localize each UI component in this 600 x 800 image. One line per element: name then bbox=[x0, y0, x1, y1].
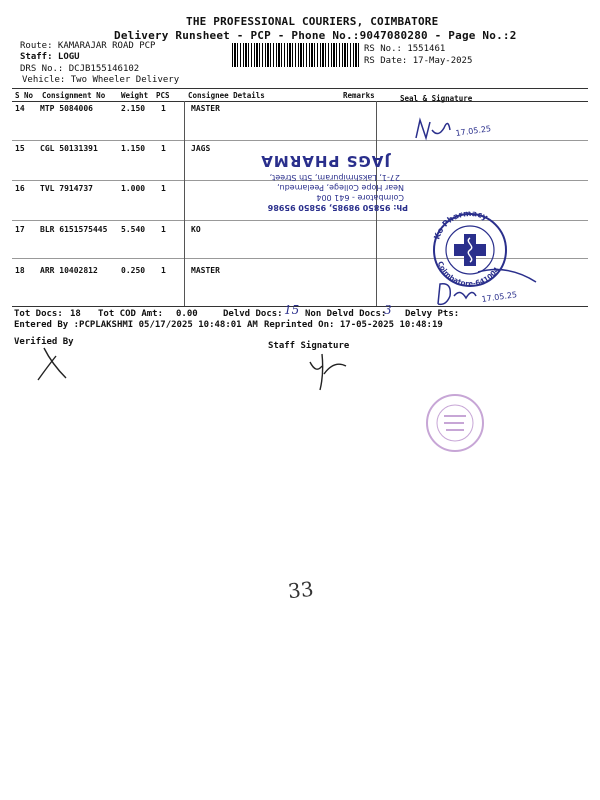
tot-cod-value: 0.00 bbox=[176, 309, 198, 319]
delvy-pts-label: Delvy Pts: bbox=[405, 309, 460, 319]
tot-cod-label: Tot COD Amt: bbox=[98, 309, 164, 319]
row-consignment: CGL 50131391 bbox=[40, 144, 98, 153]
handwritten-signature-row14 bbox=[410, 108, 510, 148]
company-title: THE PROFESSIONAL COURIERS, COIMBATORE bbox=[186, 15, 439, 28]
row-weight: 0.250 bbox=[121, 266, 146, 275]
row-sno: 14 bbox=[15, 104, 25, 113]
jags-stamp-address1: 27-1, Lakshmipuram, 5th Street, bbox=[269, 173, 400, 182]
row-pcs: 1 bbox=[161, 104, 166, 113]
col-header-consignee: Consignee Details bbox=[188, 91, 265, 100]
row-consignee: KO bbox=[191, 225, 201, 234]
rs-number: RS No.: 1551461 bbox=[364, 44, 446, 54]
row-weight: 2.150 bbox=[121, 104, 146, 113]
staff-signature-label: Staff Signature bbox=[268, 341, 350, 351]
jags-stamp-city: Coimbatore - 641 004 bbox=[316, 193, 404, 202]
table-header-rule bbox=[12, 101, 588, 102]
handwritten-page-number: 33 bbox=[286, 576, 315, 604]
row-consignment: ARR 10402812 bbox=[40, 266, 98, 275]
row-weight: 1.000 bbox=[121, 184, 146, 193]
verified-by-label: Verified By bbox=[14, 337, 74, 347]
row-consignee: MASTER bbox=[191, 104, 220, 113]
staff-signature bbox=[306, 350, 356, 398]
non-delvd-docs-handwritten: 3 bbox=[384, 303, 392, 317]
row-pcs: 1 bbox=[161, 266, 166, 275]
row-consignment: TVL 7914737 bbox=[40, 184, 93, 193]
column-divider bbox=[184, 101, 185, 306]
table-top-rule bbox=[12, 88, 588, 89]
route-label: Route: KAMARAJAR ROAD PCP bbox=[20, 41, 156, 51]
svg-text:Ko Pharmacy bbox=[432, 209, 490, 241]
row-sno: 18 bbox=[15, 266, 25, 275]
reprinted-on: Reprinted On: 17-05-2025 10:48:19 bbox=[264, 320, 443, 330]
jags-pharma-stamp bbox=[258, 150, 418, 214]
row14-date: 17.05.25 bbox=[455, 124, 492, 138]
verified-signature bbox=[30, 344, 80, 384]
ko-stamp-name: Ko Pharmacy bbox=[432, 208, 490, 241]
row-sno: 16 bbox=[15, 184, 25, 193]
jags-stamp-phone: Ph: 95850 98985, 95850 95986 bbox=[267, 203, 408, 212]
row-pcs: 1 bbox=[161, 184, 166, 193]
row-consignee: JAGS bbox=[191, 144, 211, 153]
col-header-remarks: Remarks bbox=[343, 91, 375, 100]
delvd-docs-label: Delvd Docs: bbox=[223, 309, 283, 319]
faded-round-stamp bbox=[420, 392, 490, 454]
jags-stamp-address2: Near Hope College, Peelamedu, bbox=[277, 183, 404, 192]
staff-label: Staff: LOGU bbox=[20, 52, 80, 62]
col-header-pcs: PCS bbox=[156, 91, 170, 100]
row-consignment: BLR 6151575445 bbox=[40, 225, 108, 234]
handwritten-signature-row18 bbox=[430, 266, 550, 314]
tot-docs-value: 18 bbox=[70, 309, 81, 319]
rs-date: RS Date: 17-May-2025 bbox=[364, 56, 473, 66]
row-pcs: 1 bbox=[161, 144, 166, 153]
col-header-weight: Weight bbox=[121, 91, 149, 100]
row-sno: 17 bbox=[15, 225, 25, 234]
delvd-docs-handwritten: 15 bbox=[284, 303, 300, 317]
row-weight: 1.150 bbox=[121, 144, 146, 153]
tot-docs-label: Tot Docs: bbox=[14, 309, 63, 319]
non-delvd-docs-label: Non Delvd Docs: bbox=[305, 309, 387, 319]
ko-stamp-city: Coimbatore-641004 bbox=[435, 260, 502, 288]
jags-stamp-name: JAGS PHARMA bbox=[260, 152, 390, 170]
row-consignee: MASTER bbox=[191, 266, 220, 275]
col-header-consignment: Consignment No bbox=[42, 91, 106, 100]
row-pcs: 1 bbox=[161, 225, 166, 234]
row-consignment: MTP 5084006 bbox=[40, 104, 93, 113]
drs-number: DRS No.: DCJB155146102 bbox=[20, 64, 140, 74]
col-header-sno: S No bbox=[15, 91, 34, 100]
row-sno: 15 bbox=[15, 144, 25, 153]
row18-date: 17.05.25 bbox=[481, 290, 518, 304]
row-weight: 5.540 bbox=[121, 225, 146, 234]
runsheet-subtitle: Delivery Runsheet - PCP - Phone No.:9047080280 - Page No.:2 bbox=[114, 29, 517, 42]
entered-by: Entered By :PCPLAKSHMI 05/17/2025 10:48:01 AM bbox=[14, 320, 258, 330]
col-header-seal: Seal & Signature bbox=[400, 94, 473, 103]
barcode bbox=[232, 43, 360, 67]
vehicle-label: Vehicle: Two Wheeler Delivery bbox=[22, 75, 180, 85]
